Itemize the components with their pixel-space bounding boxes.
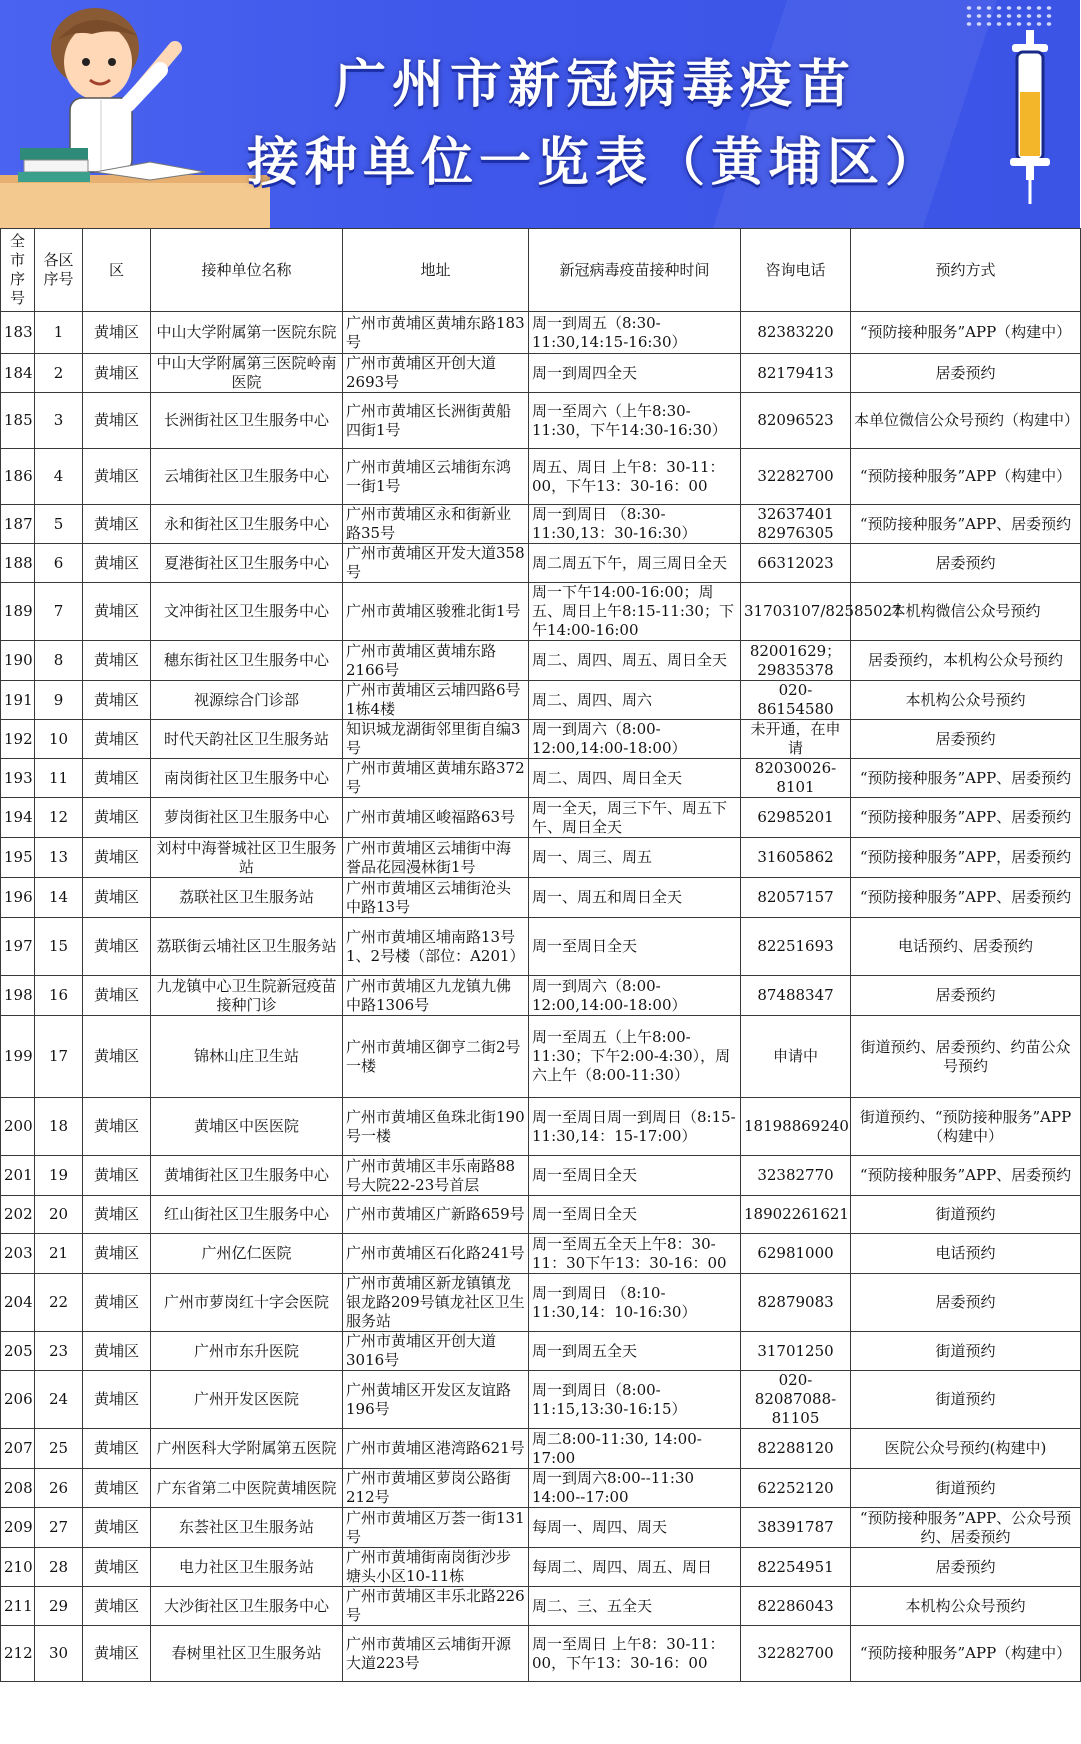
city-no-cell: 206 <box>1 1371 35 1429</box>
phone-cell: 62252120 <box>741 1469 851 1508</box>
table-row <box>1 1469 1081 1508</box>
column-header-booking-method: 预约方式 <box>851 229 1081 312</box>
column-header-phone: 咨询电话 <box>741 229 851 312</box>
schedule-cell: 周一到周五全天 <box>529 1332 741 1371</box>
address-cell: 广州市黄埔区丰乐北路226号 <box>343 1587 529 1626</box>
district-no-cell: 22 <box>35 1274 83 1332</box>
phone-cell: 18198869240 <box>741 1098 851 1156</box>
address-cell: 广州市黄埔区丰乐南路88号大院22-23号首层 <box>343 1156 529 1196</box>
district-cell: 黄埔区 <box>83 976 151 1016</box>
district-cell: 黄埔区 <box>83 1508 151 1548</box>
site-name-cell: 广州开发区医院 <box>151 1371 343 1429</box>
district-cell: 黄埔区 <box>83 449 151 505</box>
site-name-cell: 广州市萝岗红十字会医院 <box>151 1274 343 1332</box>
table-row <box>1 878 1081 918</box>
table-header-row <box>1 229 1081 312</box>
schedule-cell: 周一至周六（上午8:30-11:30，下午14:30-16:30） <box>529 393 741 449</box>
page-title-line2: 接种单位一览表（黄埔区） <box>246 133 943 193</box>
phone-cell: 66312023 <box>741 544 851 583</box>
site-name-cell: 中山大学附属第三医院岭南医院 <box>151 354 343 393</box>
district-cell: 黄埔区 <box>83 878 151 918</box>
table-row <box>1 393 1081 449</box>
district-no-cell: 8 <box>35 641 83 681</box>
city-no-cell: 197 <box>1 918 35 976</box>
booking-method-cell: “预防接种服务”APP、居委预约 <box>851 798 1081 838</box>
booking-method-cell: “预防接种服务”APP、公众号预约、居委预约 <box>851 1508 1081 1548</box>
district-cell: 黄埔区 <box>83 1371 151 1429</box>
district-no-cell: 21 <box>35 1234 83 1274</box>
district-cell: 黄埔区 <box>83 505 151 544</box>
phone-cell: 62985201 <box>741 798 851 838</box>
city-no-cell: 204 <box>1 1274 35 1332</box>
booking-method-cell: “预防接种服务”APP（构建中） <box>851 449 1081 505</box>
address-cell: 广州市黄埔区黄埔东路183号 <box>343 312 529 354</box>
booking-method-cell: 街道预约 <box>851 1196 1081 1234</box>
table-row <box>1 1332 1081 1371</box>
phone-cell: 82030026-8101 <box>741 759 851 798</box>
site-name-cell: 文冲街社区卫生服务中心 <box>151 583 343 641</box>
city-no-cell: 187 <box>1 505 35 544</box>
banner-dot-pattern <box>964 4 1054 28</box>
site-name-cell: 广州市东升医院 <box>151 1332 343 1371</box>
schedule-cell: 周一到周六8:00--11:30 14:00--17:00 <box>529 1469 741 1508</box>
site-name-cell: 春树里社区卫生服务站 <box>151 1626 343 1682</box>
booking-method-cell: “预防接种服务”APP、居委预约 <box>851 878 1081 918</box>
district-no-cell: 18 <box>35 1098 83 1156</box>
schedule-cell: 每周二、周四、周五、周日 <box>529 1548 741 1587</box>
column-header-city-no: 全市序号 <box>1 229 35 312</box>
booking-method-cell: 本单位微信公众号预约（构建中） <box>851 393 1081 449</box>
schedule-cell: 周一至周日全天 <box>529 1196 741 1234</box>
address-cell: 广州市黄埔区云埔街开源大道223号 <box>343 1626 529 1682</box>
city-no-cell: 194 <box>1 798 35 838</box>
district-cell: 黄埔区 <box>83 393 151 449</box>
booking-method-cell: “预防接种服务”APP，居委预约 <box>851 838 1081 878</box>
phone-cell: 申请中 <box>741 1016 851 1098</box>
site-name-cell: 穗东街社区卫生服务中心 <box>151 641 343 681</box>
city-no-cell: 192 <box>1 720 35 759</box>
district-no-cell: 3 <box>35 393 83 449</box>
phone-cell: 31605862 <box>741 838 851 878</box>
district-cell: 黄埔区 <box>83 838 151 878</box>
district-cell: 黄埔区 <box>83 918 151 976</box>
city-no-cell: 193 <box>1 759 35 798</box>
booking-method-cell: 居委预约，本机构公众号预约 <box>851 641 1081 681</box>
schedule-cell: 周一到周六（8:00-12:00,14:00-18:00） <box>529 720 741 759</box>
city-no-cell: 203 <box>1 1234 35 1274</box>
city-no-cell: 212 <box>1 1626 35 1682</box>
district-cell: 黄埔区 <box>83 759 151 798</box>
schedule-cell: 周二8:00-11:30, 14:00-17:00 <box>529 1429 741 1469</box>
table-row <box>1 1626 1081 1682</box>
phone-cell: 38391787 <box>741 1508 851 1548</box>
schedule-cell: 周一至周日 上午8：30-11：00，下午13：30-16：00 <box>529 1626 741 1682</box>
district-no-cell: 29 <box>35 1587 83 1626</box>
table-row <box>1 1016 1081 1098</box>
booking-method-cell: 电话预约 <box>851 1234 1081 1274</box>
phone-cell: 82057157 <box>741 878 851 918</box>
site-name-cell: 刘村中海誉城社区卫生服务站 <box>151 838 343 878</box>
schedule-cell: 周五、周日 上午8：30-11：00，下午13：30-16：00 <box>529 449 741 505</box>
district-no-cell: 26 <box>35 1469 83 1508</box>
city-no-cell: 209 <box>1 1508 35 1548</box>
address-cell: 广州市黄埔区九龙镇九佛中路1306号 <box>343 976 529 1016</box>
site-name-cell: 南岗街社区卫生服务中心 <box>151 759 343 798</box>
schedule-cell: 周一全天，周三下午、周五下午、周日全天 <box>529 798 741 838</box>
city-no-cell: 198 <box>1 976 35 1016</box>
district-no-cell: 6 <box>35 544 83 583</box>
district-no-cell: 11 <box>35 759 83 798</box>
district-cell: 黄埔区 <box>83 354 151 393</box>
schedule-cell: 周二、周四、周五、周日全天 <box>529 641 741 681</box>
table-row <box>1 798 1081 838</box>
district-no-cell: 9 <box>35 681 83 720</box>
booking-method-cell: “预防接种服务”APP、居委预约 <box>851 759 1081 798</box>
address-cell: 广州市黄埔区云埔街东鸿一街1号 <box>343 449 529 505</box>
city-no-cell: 183 <box>1 312 35 354</box>
phone-cell: 31701250 <box>741 1332 851 1371</box>
district-cell: 黄埔区 <box>83 641 151 681</box>
table-body <box>1 312 1081 1682</box>
city-no-cell: 202 <box>1 1196 35 1234</box>
site-name-cell: 广州亿仁医院 <box>151 1234 343 1274</box>
schedule-cell: 周一至周五全天上午8：30-11：30下午13：30-16：00 <box>529 1234 741 1274</box>
schedule-cell: 周二周五下午，周三周日全天 <box>529 544 741 583</box>
phone-cell: 82286043 <box>741 1587 851 1626</box>
district-no-cell: 30 <box>35 1626 83 1682</box>
phone-cell: 32282700 <box>741 449 851 505</box>
address-cell: 广州市黄埔区开发大道358号 <box>343 544 529 583</box>
table-row <box>1 1548 1081 1587</box>
table-row <box>1 759 1081 798</box>
address-cell: 广州市黄埔区开创大道2693号 <box>343 354 529 393</box>
address-cell: 广州市黄埔街南岗街沙步塘头小区10-11栋 <box>343 1548 529 1587</box>
page-title-line1: 广州市新冠病毒疫苗 <box>333 55 856 115</box>
city-no-cell: 186 <box>1 449 35 505</box>
header-banner <box>0 0 1080 228</box>
city-no-cell: 190 <box>1 641 35 681</box>
site-name-cell: 东荟社区卫生服务站 <box>151 1508 343 1548</box>
table-row <box>1 1371 1081 1429</box>
phone-cell: 82383220 <box>741 312 851 354</box>
booking-method-cell: 本机构公众号预约 <box>851 1587 1081 1626</box>
district-cell: 黄埔区 <box>83 1016 151 1098</box>
phone-cell: 82001629；29835378 <box>741 641 851 681</box>
table-row <box>1 641 1081 681</box>
district-no-cell: 25 <box>35 1429 83 1469</box>
city-no-cell: 201 <box>1 1156 35 1196</box>
schedule-cell: 周二、周四、周六 <box>529 681 741 720</box>
phone-cell: 82096523 <box>741 393 851 449</box>
district-cell: 黄埔区 <box>83 1274 151 1332</box>
district-no-cell: 12 <box>35 798 83 838</box>
booking-method-cell: 本机构微信公众号预约 <box>851 583 1081 641</box>
address-cell: 广州市黄埔区黄埔东路2166号 <box>343 641 529 681</box>
schedule-cell: 周一、周三、周五 <box>529 838 741 878</box>
district-no-cell: 1 <box>35 312 83 354</box>
site-name-cell: 夏港街社区卫生服务中心 <box>151 544 343 583</box>
address-cell: 广州市黄埔区御亨二街2号一楼 <box>343 1016 529 1098</box>
address-cell: 知识城龙湖街邻里街自编3号 <box>343 720 529 759</box>
site-name-cell: 大沙街社区卫生服务中心 <box>151 1587 343 1626</box>
table-row <box>1 1508 1081 1548</box>
phone-cell: 31703107/82585027 <box>741 583 851 641</box>
district-cell: 黄埔区 <box>83 1332 151 1371</box>
address-cell: 广州市黄埔区万荟一街131号 <box>343 1508 529 1548</box>
city-no-cell: 188 <box>1 544 35 583</box>
city-no-cell: 205 <box>1 1332 35 1371</box>
vaccination-sites-table <box>0 228 1081 1682</box>
district-no-cell: 16 <box>35 976 83 1016</box>
city-no-cell: 196 <box>1 878 35 918</box>
booking-method-cell: 街道预约、居委预约、约苗公众号预约 <box>851 1016 1081 1098</box>
booking-method-cell: 居委预约 <box>851 720 1081 759</box>
booking-method-cell: 居委预约 <box>851 976 1081 1016</box>
city-no-cell: 207 <box>1 1429 35 1469</box>
district-no-cell: 10 <box>35 720 83 759</box>
city-no-cell: 189 <box>1 583 35 641</box>
site-name-cell: 荔联社区卫生服务站 <box>151 878 343 918</box>
table-row <box>1 449 1081 505</box>
address-cell: 广州市黄埔区萝岗公路街212号 <box>343 1469 529 1508</box>
district-no-cell: 13 <box>35 838 83 878</box>
city-no-cell: 191 <box>1 681 35 720</box>
booking-method-cell: 街道预约、“预防接种服务”APP（构建中） <box>851 1098 1081 1156</box>
booking-method-cell: 街道预约 <box>851 1469 1081 1508</box>
column-header-address: 地址 <box>343 229 529 312</box>
city-no-cell: 195 <box>1 838 35 878</box>
district-cell: 黄埔区 <box>83 720 151 759</box>
phone-cell: 未开通，在申请 <box>741 720 851 759</box>
booking-method-cell: 本机构公众号预约 <box>851 681 1081 720</box>
address-cell: 广州市黄埔区新龙镇镇龙银龙路209号镇龙社区卫生服务站 <box>343 1274 529 1332</box>
table-row <box>1 583 1081 641</box>
address-cell: 广州市黄埔区云埔四路6号1栋4楼 <box>343 681 529 720</box>
table-row <box>1 1098 1081 1156</box>
table-row <box>1 720 1081 759</box>
column-header-site-name: 接种单位名称 <box>151 229 343 312</box>
city-no-cell: 200 <box>1 1098 35 1156</box>
district-cell: 黄埔区 <box>83 1587 151 1626</box>
site-name-cell: 中山大学附属第一医院东院 <box>151 312 343 354</box>
site-name-cell: 红山街社区卫生服务中心 <box>151 1196 343 1234</box>
table-row <box>1 544 1081 583</box>
address-cell: 广州市黄埔区广新路659号 <box>343 1196 529 1234</box>
phone-cell: 18902261621 <box>741 1196 851 1234</box>
schedule-cell: 周一到周六（8:00-12:00,14:00-18:00） <box>529 976 741 1016</box>
address-cell: 广州市黄埔区长洲街黄船四街1号 <box>343 393 529 449</box>
city-no-cell: 210 <box>1 1548 35 1587</box>
phone-cell: 62981000 <box>741 1234 851 1274</box>
table-row <box>1 1429 1081 1469</box>
phone-cell: 82179413 <box>741 354 851 393</box>
address-cell: 广州市黄埔区埔南路13号1、2号楼（部位：A201） <box>343 918 529 976</box>
phone-cell: 82879083 <box>741 1274 851 1332</box>
address-cell: 广州市黄埔区开创大道3016号 <box>343 1332 529 1371</box>
district-cell: 黄埔区 <box>83 1196 151 1234</box>
booking-method-cell: “预防接种服务”APP、居委预约 <box>851 505 1081 544</box>
phone-cell: 82288120 <box>741 1429 851 1469</box>
schedule-cell: 周一至周日全天 <box>529 1156 741 1196</box>
schedule-cell: 周一至周日全天 <box>529 918 741 976</box>
site-name-cell: 广州医科大学附属第五医院 <box>151 1429 343 1469</box>
site-name-cell: 黄埔街社区卫生服务中心 <box>151 1156 343 1196</box>
phone-cell: 32382770 <box>741 1156 851 1196</box>
schedule-cell: 周一到周日 （8:30-11:30,13：30-16:30） <box>529 505 741 544</box>
district-cell: 黄埔区 <box>83 1429 151 1469</box>
address-cell: 广州市黄埔区峻福路63号 <box>343 798 529 838</box>
district-cell: 黄埔区 <box>83 544 151 583</box>
booking-method-cell: 医院公众号预约(构建中) <box>851 1429 1081 1469</box>
schedule-cell: 周一到周五（8:30-11:30,14:15-16:30） <box>529 312 741 354</box>
table-row <box>1 354 1081 393</box>
schedule-cell: 周二、三、五全天 <box>529 1587 741 1626</box>
phone-cell: 82254951 <box>741 1548 851 1587</box>
district-no-cell: 7 <box>35 583 83 641</box>
district-cell: 黄埔区 <box>83 681 151 720</box>
city-no-cell: 185 <box>1 393 35 449</box>
site-name-cell: 长洲街社区卫生服务中心 <box>151 393 343 449</box>
district-cell: 黄埔区 <box>83 312 151 354</box>
district-no-cell: 17 <box>35 1016 83 1098</box>
syringe-icon <box>1002 30 1058 206</box>
district-no-cell: 2 <box>35 354 83 393</box>
site-name-cell: 时代天韵社区卫生服务站 <box>151 720 343 759</box>
address-cell: 广州市黄埔区鱼珠北街190号一楼 <box>343 1098 529 1156</box>
schedule-cell: 每周一、周四、周天 <box>529 1508 741 1548</box>
site-name-cell: 萝岗街社区卫生服务中心 <box>151 798 343 838</box>
table-row <box>1 918 1081 976</box>
schedule-cell: 周一到周日 （8:10-11:30,14：10-16:30） <box>529 1274 741 1332</box>
table-row <box>1 1196 1081 1234</box>
district-no-cell: 23 <box>35 1332 83 1371</box>
district-no-cell: 28 <box>35 1548 83 1587</box>
table-row <box>1 976 1081 1016</box>
address-cell: 广州市黄埔区云埔街中海誉品花园漫林街1号 <box>343 838 529 878</box>
site-name-cell: 九龙镇中心卫生院新冠疫苗接种门诊 <box>151 976 343 1016</box>
table-row <box>1 1234 1081 1274</box>
city-no-cell: 208 <box>1 1469 35 1508</box>
table-row <box>1 505 1081 544</box>
column-header-district: 区 <box>83 229 151 312</box>
booking-method-cell: 居委预约 <box>851 1274 1081 1332</box>
site-name-cell: 电力社区卫生服务站 <box>151 1548 343 1587</box>
address-cell: 广州市黄埔区港湾路621号 <box>343 1429 529 1469</box>
address-cell: 广州市黄埔区石化路241号 <box>343 1234 529 1274</box>
table-row <box>1 1587 1081 1626</box>
schedule-cell: 周一到周日（8:00-11:15,13:30-16:15） <box>529 1371 741 1429</box>
column-header-district-no: 各区序号 <box>35 229 83 312</box>
site-name-cell: 黄埔区中医医院 <box>151 1098 343 1156</box>
phone-cell: 020-86154580 <box>741 681 851 720</box>
table-row <box>1 1274 1081 1332</box>
district-cell: 黄埔区 <box>83 1098 151 1156</box>
district-cell: 黄埔区 <box>83 1469 151 1508</box>
district-no-cell: 14 <box>35 878 83 918</box>
table-row <box>1 312 1081 354</box>
schedule-cell: 周一至周五（上午8:00-11:30；下午2:00-4:30），周六上午（8:00-11:30） <box>529 1016 741 1098</box>
phone-cell: 32637401 82976305 <box>741 505 851 544</box>
schedule-cell: 周一到周四全天 <box>529 354 741 393</box>
schedule-cell: 周二、周四、周日全天 <box>529 759 741 798</box>
site-name-cell: 锦林山庄卫生站 <box>151 1016 343 1098</box>
phone-cell: 020-82087088-81105 <box>741 1371 851 1429</box>
city-no-cell: 199 <box>1 1016 35 1098</box>
phone-cell: 32282700 <box>741 1626 851 1682</box>
site-name-cell: 永和街社区卫生服务中心 <box>151 505 343 544</box>
district-no-cell: 20 <box>35 1196 83 1234</box>
address-cell: 广州市黄埔区黄埔东路372号 <box>343 759 529 798</box>
booking-method-cell: 居委预约 <box>851 354 1081 393</box>
address-cell: 广州市黄埔区骏雅北街1号 <box>343 583 529 641</box>
district-cell: 黄埔区 <box>83 1626 151 1682</box>
site-name-cell: 荔联街云埔社区卫生服务站 <box>151 918 343 976</box>
address-cell: 广州市黄埔区云埔街沧头中路13号 <box>343 878 529 918</box>
city-no-cell: 184 <box>1 354 35 393</box>
address-cell: 广州黄埔区开发区友谊路196号 <box>343 1371 529 1429</box>
district-no-cell: 5 <box>35 505 83 544</box>
district-cell: 黄埔区 <box>83 1234 151 1274</box>
district-cell: 黄埔区 <box>83 1156 151 1196</box>
booking-method-cell: “预防接种服务”APP（构建中） <box>851 1626 1081 1682</box>
site-name-cell: 视源综合门诊部 <box>151 681 343 720</box>
booking-method-cell: 街道预约 <box>851 1332 1081 1371</box>
district-no-cell: 15 <box>35 918 83 976</box>
city-no-cell: 211 <box>1 1587 35 1626</box>
schedule-cell: 周一至周日周一到周日（8:15-11:30,14：15-17:00） <box>529 1098 741 1156</box>
table-row <box>1 838 1081 878</box>
table-row <box>1 1156 1081 1196</box>
phone-cell: 87488347 <box>741 976 851 1016</box>
address-cell: 广州市黄埔区永和街新业路35号 <box>343 505 529 544</box>
site-name-cell: 广东省第二中医院黄埔医院 <box>151 1469 343 1508</box>
schedule-cell: 周一下午14:00-16:00；周五、周日上午8:15-11:30；下午14:00-16:00 <box>529 583 741 641</box>
district-no-cell: 19 <box>35 1156 83 1196</box>
district-cell: 黄埔区 <box>83 1548 151 1587</box>
column-header-schedule: 新冠病毒疫苗接种时间 <box>529 229 741 312</box>
phone-cell: 82251693 <box>741 918 851 976</box>
district-cell: 黄埔区 <box>83 798 151 838</box>
booking-method-cell: “预防接种服务”APP（构建中） <box>851 312 1081 354</box>
district-no-cell: 4 <box>35 449 83 505</box>
district-cell: 黄埔区 <box>83 583 151 641</box>
booking-method-cell: 电话预约、居委预约 <box>851 918 1081 976</box>
schedule-cell: 周一、周五和周日全天 <box>529 878 741 918</box>
booking-method-cell: 居委预约 <box>851 544 1081 583</box>
booking-method-cell: 居委预约 <box>851 1548 1081 1587</box>
site-name-cell: 云埔街社区卫生服务中心 <box>151 449 343 505</box>
booking-method-cell: “预防接种服务”APP、居委预约 <box>851 1156 1081 1196</box>
table-row <box>1 681 1081 720</box>
district-no-cell: 24 <box>35 1371 83 1429</box>
booking-method-cell: 街道预约 <box>851 1371 1081 1429</box>
district-no-cell: 27 <box>35 1508 83 1548</box>
